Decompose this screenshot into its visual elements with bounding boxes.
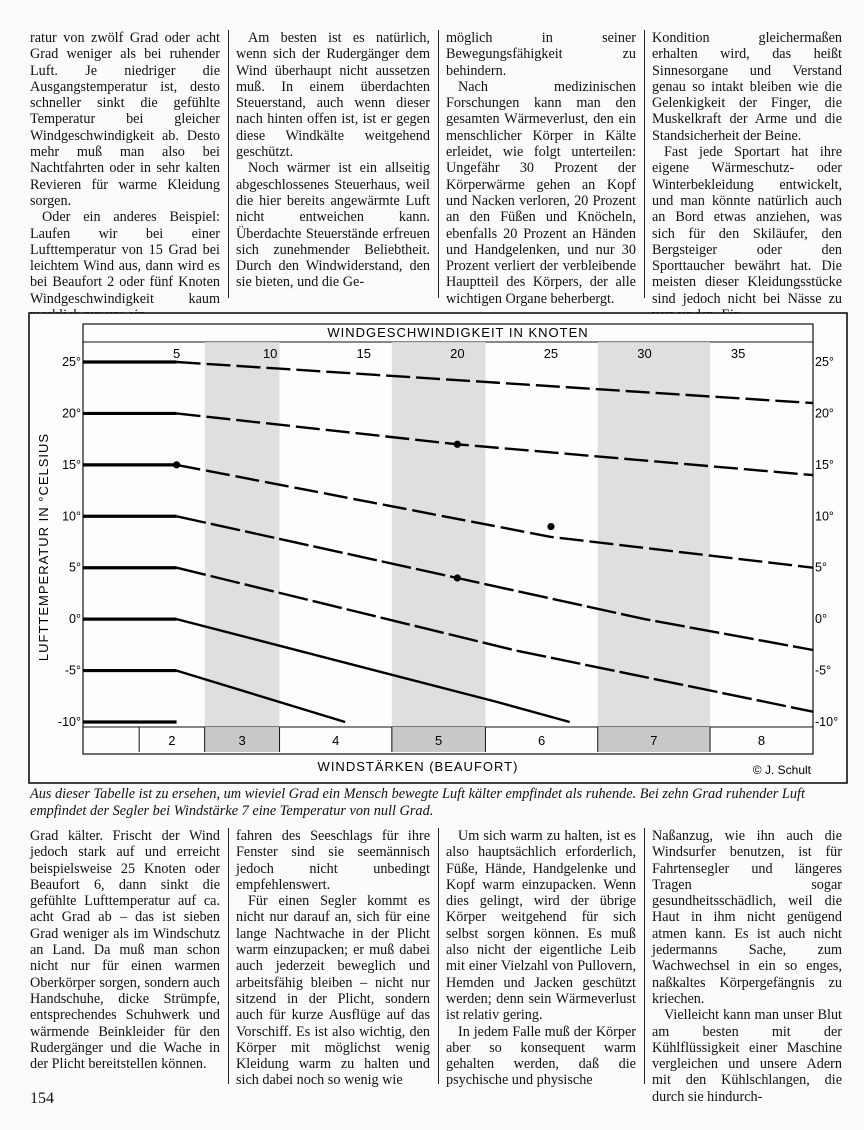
y-tick-label-left: 10° <box>62 509 81 524</box>
paragraph: Nach medizinischen Forschungen kann man den gesamten Wärmeverlust, den ein menschlicher Körper in Kälte erleidet, wie folgt unterteilen: Ungefähr 30 Prozent der Körperwärme gehen an Kopf und Nacken verloren, 20 Prozent an den Füßen und Knöcheln, ebenfalls 20 Prozent an Händen und Handgelenken, und nur 30 Prozent verliert der verbleibende Hauptteil des Körpers, der alle wichtigen Organe beherbergt. <box>446 78 636 307</box>
paragraph: Naßanzug, wie ihn auch die Windsurfer benutzen, ist für Fahrtensegler und längeres Tragen sogar gesundheitsschädlich, weil die Haut in ihm nicht genügend atmen kann. Es ist auch nicht jedermanns Sache, zum Wachwechsel in ein so enges, naßkaltes Körpergefängnis zu kriechen. <box>652 828 842 1007</box>
x-tick-label-knots: 15 <box>356 346 372 361</box>
chart-caption: Aus dieser Tabelle ist zu ersehen, um wieviel Grad ein Mensch bewegte Luft kälter empfindet als ruhende. Bei zehn Grad ruhender Luft empfindet der Segler bei Windstärke 7 eine Temperatur von null Grad. <box>30 786 805 819</box>
text-column-top-4 <box>652 30 842 323</box>
paragraph: Am besten ist es natürlich, wenn sich der Rudergänger dem Wind überhaupt nicht aussetzen muß. In einem überdachten Steuerstand, auch wenn dieser nach hinten offen ist, ist er gegen diese Windkälte weitgehend geschützt. <box>236 30 430 161</box>
text-column-bottom-3 <box>446 828 636 1089</box>
paragraph: Um sich warm zu halten, ist es also hauptsächlich erforderlich, Füße, Hände, Handgelenke und Kopf warm einzupacken. Wenn dies gelingt, wird der übrige Körper weitgehend für sich selbst sorgen können. Es muß also nicht der eigentliche Leib mit einer Vielzahl von Pullovern, Hemden und Jacken geschützt werden; denn sein Wärmeverlust ist relativ gering. <box>446 828 636 1024</box>
column-divider <box>644 30 645 298</box>
marked-data-point <box>454 574 461 581</box>
column-divider <box>228 828 229 1084</box>
marked-data-point <box>173 461 180 468</box>
column-divider <box>228 30 229 298</box>
marked-data-point <box>547 523 554 530</box>
y-tick-label-right: -10° <box>815 715 839 729</box>
beaufort-label: 3 <box>238 733 246 748</box>
chart-title: WINDGESCHWINDIGKEIT IN KNOTEN <box>327 325 589 340</box>
wind-chill-chart <box>28 312 848 784</box>
text-column-bottom-2 <box>236 828 430 1089</box>
y-tick-label-right: 25° <box>815 355 834 369</box>
page-number: 154 <box>30 1090 54 1107</box>
column-divider <box>644 828 645 1084</box>
beaufort-label: 2 <box>168 733 176 748</box>
beaufort-band-shade <box>598 342 710 727</box>
beaufort-label: 5 <box>435 733 443 748</box>
beaufort-label: 4 <box>332 733 340 748</box>
text-column-top-1 <box>30 30 220 323</box>
x-tick-label-knots: 5 <box>172 346 181 361</box>
y-tick-label-left: 0° <box>69 612 81 627</box>
y-tick-label-left: -10° <box>57 715 81 729</box>
chart-credit: © J. Schult <box>752 763 811 777</box>
x-tick-label-knots: 30 <box>637 346 652 361</box>
paragraph: Noch wärmer ist ein allseitig abgeschlossenes Steuerhaus, weil die hier bereits angewärmte Luft nicht entweichen kann. Überdachte Steuerstände erfreuen sich zunehmender Beliebtheit. Durch den Windwiderstand, den sie bieten, und die Ge- <box>236 160 430 291</box>
text-column-bottom-1 <box>30 828 220 1072</box>
y-tick-label-left: -5° <box>64 663 81 678</box>
y-tick-label-left: 15° <box>62 457 81 472</box>
y-tick-label-left: 25° <box>62 355 81 369</box>
paragraph: Grad kälter. Frischt der Wind jedoch stark auf und erreicht beispielsweise 25 Knoten oder Beaufort 6, dann sinkt die gefühlte Lufttemperatur auf ca. acht Grad ab – das ist sieben Grad weniger als im Windschutz an Land. Da muß man schon nicht nur für einen warmen Oberkörper sorgen, sondern auch Handschuhe, dicke Strümpfe, entsprechendes Schuhwerk und wärmende Beinkleider für den Rudergänger und die Wache in der Plicht bereitstellen können. <box>30 828 220 1073</box>
text-column-top-3 <box>446 30 636 307</box>
beaufort-label: 7 <box>650 733 658 748</box>
y-tick-label-right: 5° <box>815 560 827 575</box>
paragraph: fahren des Seeschlags für ihre Fenster sind sie seemännisch jedoch nicht unbedingt empfehlenswert. <box>236 828 430 893</box>
x-tick-label-knots: 35 <box>730 346 746 361</box>
paragraph: Fast jede Sportart hat ihre eigene Wärmeschutz- oder Winterbekleidung entwickelt, und man könnte natürlich auch an Bord etwas anziehen, was sich für den Skiläufer, den Bergsteiger oder den Sporttaucher bewährt hat. Die meisten dieser Kleidungsstücke sind jedoch nicht bei Nässe zu <box>652 144 842 307</box>
x-tick-label-knots: 25 <box>543 346 559 361</box>
paragraph: Vielleicht kann man unser Blut am besten mit der Kühlflüssigkeit einer Maschine vergleichen und unsere Adern mit den Kühlschlangen, die durch sie hindurch- <box>652 1007 842 1105</box>
y-tick-label-right: 20° <box>815 406 834 421</box>
column-divider <box>438 30 439 298</box>
column-divider <box>438 828 439 1084</box>
y-axis-label: LUFTTEMPERATUR IN °CELSIUS <box>36 432 51 662</box>
paragraph: ratur von zwölf Grad oder acht Grad weniger als bei ruhender Luft. Je niedriger die Ausgangstemperatur ist, desto schneller sinkt die gefühlte Temperatur bei gleicher Windgeschwindigkeit ab. Desto mehr muß man also bei Nachtfahrten oder in sehr kalten Revieren für warme Kleidung sorgen. <box>30 30 220 209</box>
paragraph: Kondition gleichermaßen erhalten wird, das heißt Sinnesorgane und Verstand genau so intakt bleiben wie die Gelenkigkeit der Finger, die Muskelkraft der Arme und die Standsicherheit der Beine. <box>652 30 842 144</box>
x-axis-label: WINDSTÄRKEN (BEAUFORT) <box>317 759 519 774</box>
text-column-bottom-4 <box>652 828 842 1105</box>
paragraph: möglich in seiner Bewegungsfähigkeit zu behindern. <box>446 30 636 79</box>
text-column-top-2 <box>236 30 430 291</box>
x-tick-label-knots: 20 <box>450 346 465 361</box>
paragraph: Für einen Segler kommt es nicht nur darauf an, sich für eine lange Nachtwache in der Plicht warm einzupacken; er muß dabei auch jederzeit beweglich und arbeitsfähig bleiben – nicht nur sitzend in der Plicht, sondern auch für kurze Ausflüge auf das Vorschiff. Es ist also wichtig, den Körper mit möglichst wenig Kleidung warm zu halten und sich dabei noch so wenig wie <box>236 893 430 1089</box>
chart-svg <box>28 312 848 784</box>
paragraph: In jedem Falle muß der Körper aber so konsequent warm gehalten werden, daß die psychische und physische <box>446 1023 636 1089</box>
beaufort-label: 6 <box>537 733 546 748</box>
beaufort-band-shade <box>392 342 486 727</box>
y-tick-label-right: 10° <box>815 509 834 524</box>
y-tick-label-right: -5° <box>815 663 832 678</box>
y-tick-label-left: 5° <box>69 560 81 575</box>
beaufort-band-shade <box>205 342 280 727</box>
y-tick-label-right: 0° <box>815 612 827 627</box>
marked-data-point <box>454 441 461 448</box>
beaufort-label: 8 <box>757 733 766 748</box>
y-tick-label-left: 20° <box>62 406 81 421</box>
paragraph: Oder ein anderes Beispiel: Laufen wir bei einer Lufttemperatur von 15 Grad bei leichtem Wind aus, dann wird es bei Beaufort 2 oder fünf Knoten Windgeschwindigkeit kaum <box>30 209 220 307</box>
y-tick-label-right: 15° <box>815 457 834 472</box>
x-tick-label-knots: 10 <box>262 346 278 361</box>
